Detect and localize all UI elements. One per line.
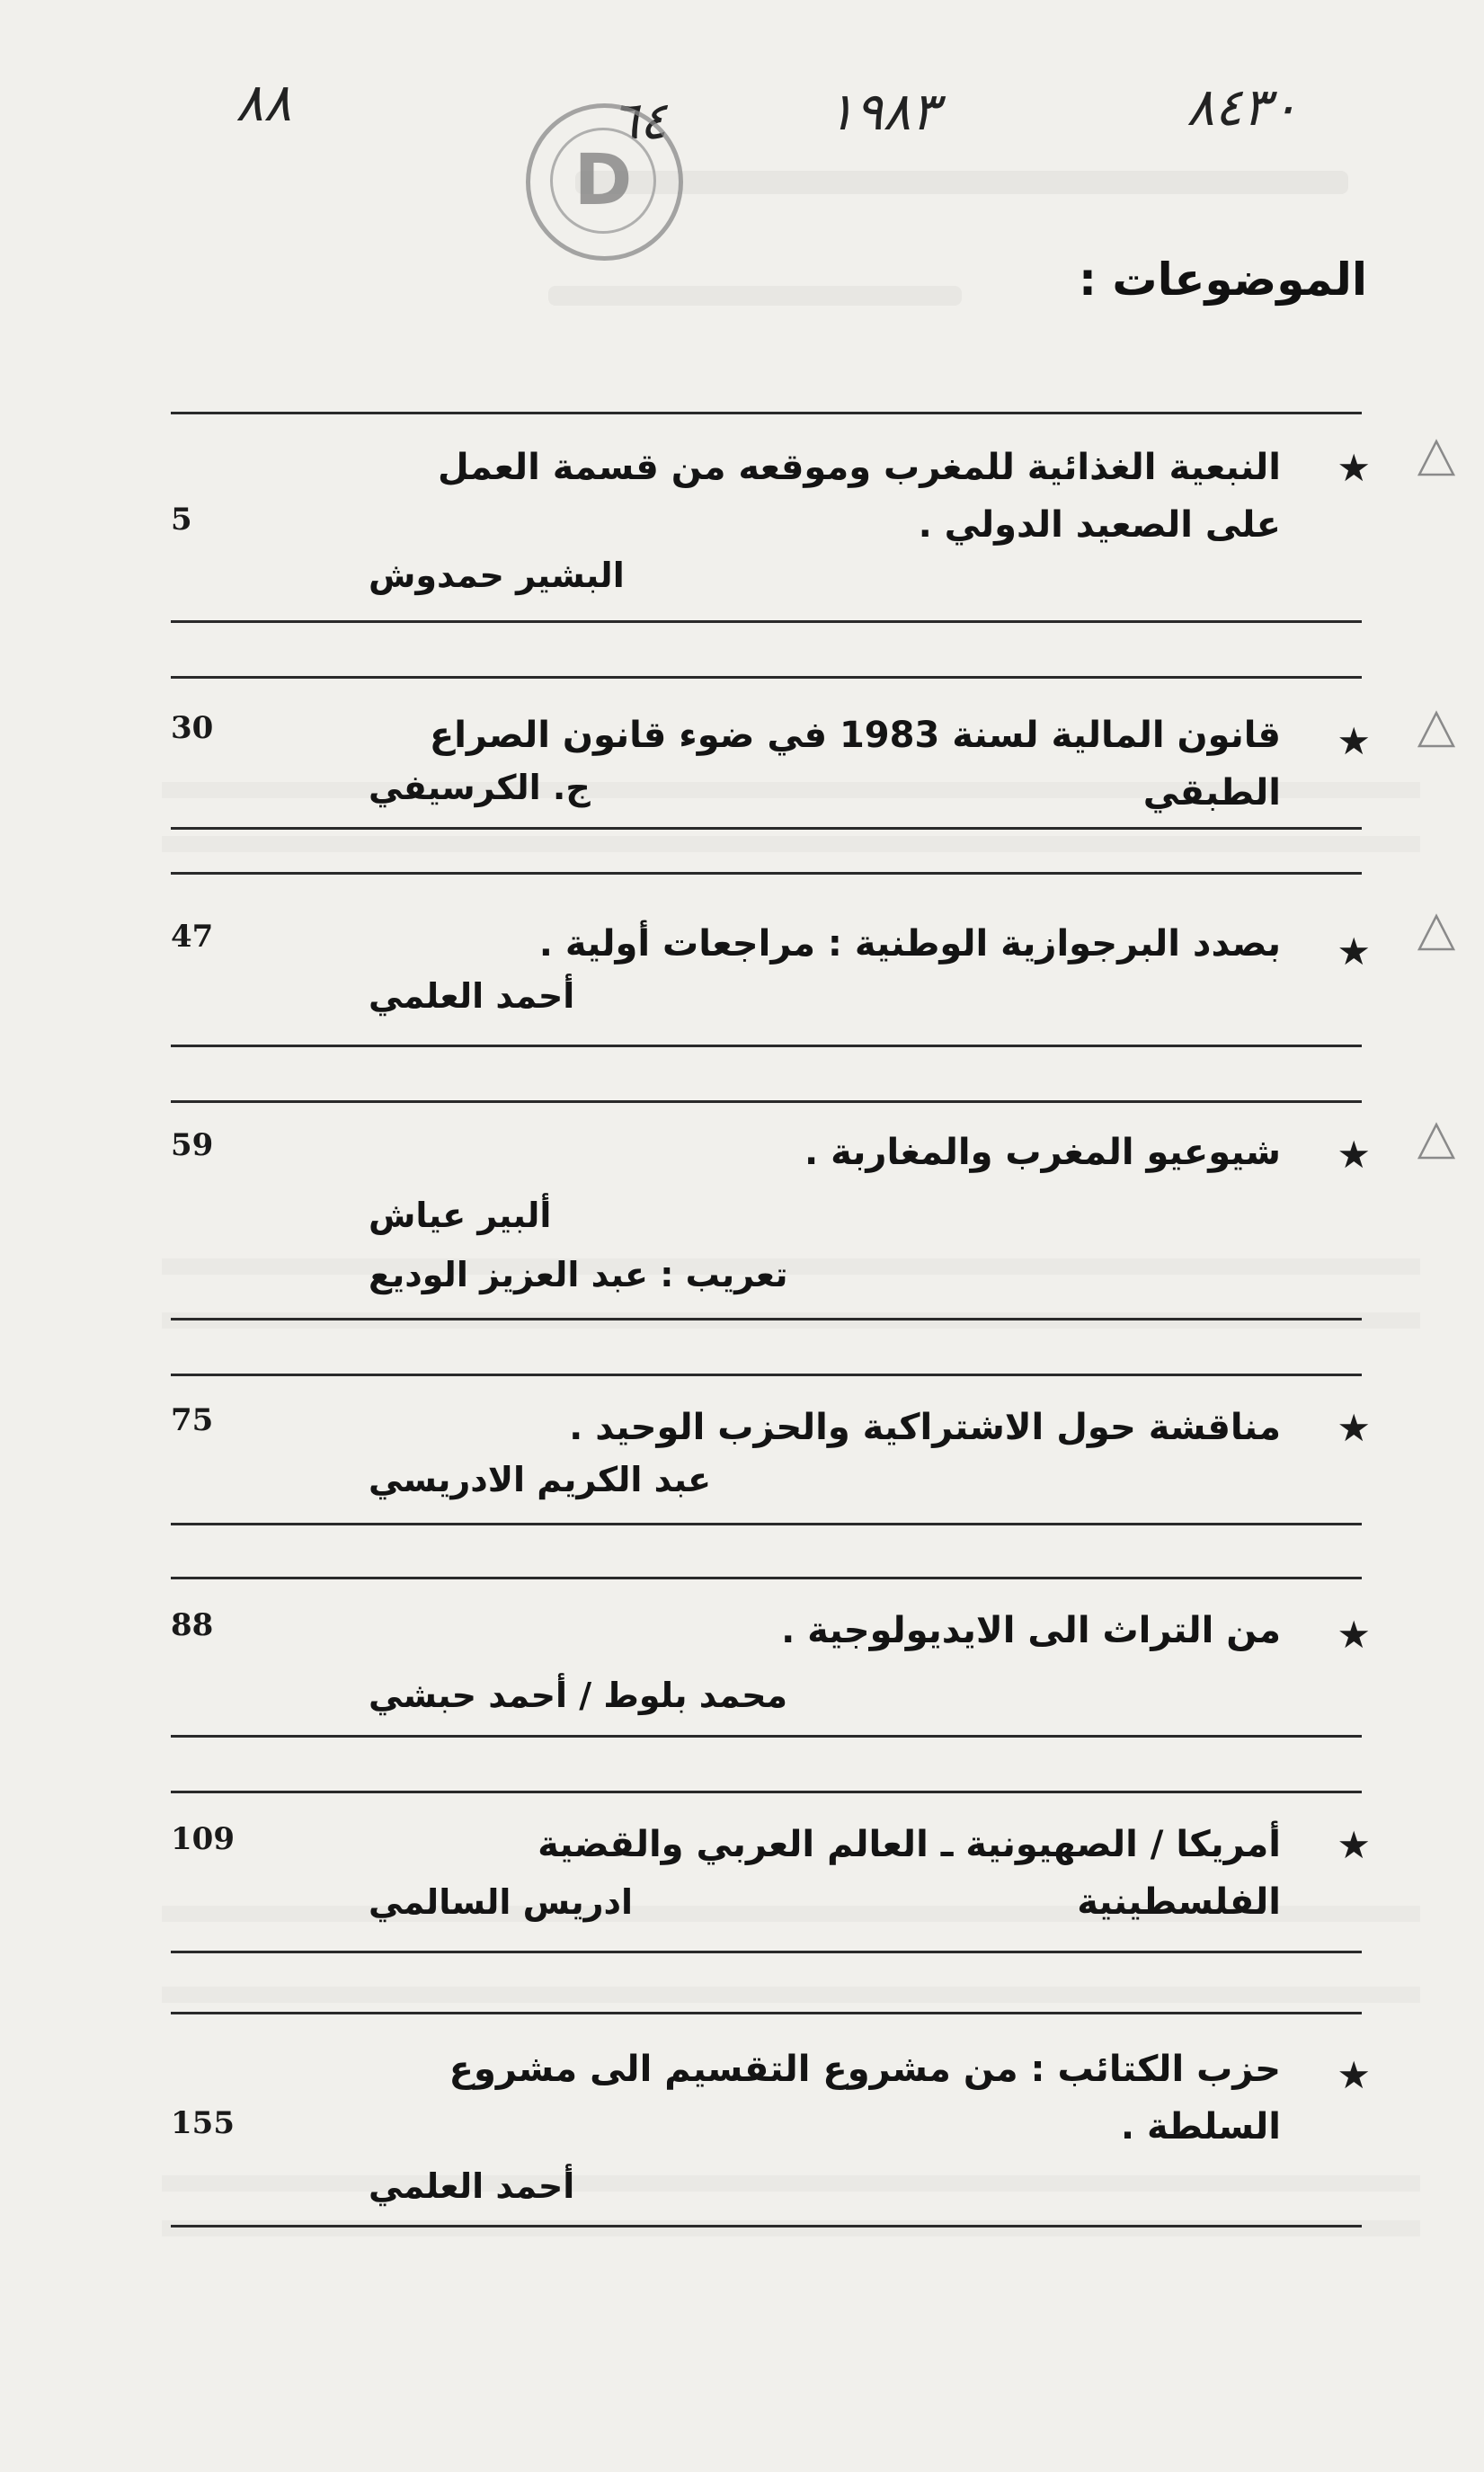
entry-page-number: 109 <box>171 1821 235 1857</box>
star-icon: ★ <box>1337 929 1371 974</box>
entry-title: شيوعيو المغرب والمغاربة . <box>804 1132 1281 1173</box>
entry-page-number: 88 <box>171 1607 214 1643</box>
rule-bottom <box>171 2225 1362 2227</box>
entry-page-number: 30 <box>171 710 214 746</box>
rule-bottom <box>171 827 1362 830</box>
toc-entry-6 <box>171 1586 1371 1738</box>
toc-entry-4 <box>171 1109 1371 1307</box>
entry-title: أمريكا / الصهيونية ـ العالم العربي والقضية الفلسطينية <box>538 1824 1281 1923</box>
toc-entry-8 <box>171 2021 1371 2219</box>
star-icon: ★ <box>1337 1133 1371 1177</box>
entry-page-number: 5 <box>171 502 192 538</box>
entry-translator: تعريب : عبد العزيز الوديع <box>369 1255 788 1294</box>
toc-entry-5 <box>171 1383 1371 1535</box>
entry-page-number: 59 <box>171 1127 214 1163</box>
entry-author: ألبير عياش <box>369 1196 552 1235</box>
rule-bottom <box>171 1523 1362 1525</box>
entry-page-number: 155 <box>171 2105 235 2141</box>
rule-top <box>171 676 1362 679</box>
entry-title: بصدد البرجوازية الوطنية : مراجعات أولية . <box>538 923 1281 965</box>
entry-title: حزب الكتائب : من مشروع التقسيم الى مشروع السلطة . <box>449 2049 1281 2147</box>
entry-author: أحمد العلمي <box>369 2166 575 2206</box>
entry-title: النبعية الغذائية للمغرب وموقعه من قسمة العمل على الصعيد الدولي . <box>438 447 1281 546</box>
entry-page-number: 75 <box>171 1402 214 1438</box>
toc-entry-7 <box>171 1800 1371 1952</box>
handwritten-year: ١٩٨٣ <box>827 81 939 142</box>
toc-entry-1 <box>171 421 1371 627</box>
star-icon: ★ <box>1337 1823 1371 1867</box>
stamp-letter: D <box>573 140 633 221</box>
triangle-mark-icon <box>1417 913 1456 953</box>
toc-entry-2 <box>171 685 1371 820</box>
star-icon: ★ <box>1337 1613 1371 1657</box>
entry-author: محمد بلوط / أحمد حبشي <box>369 1676 788 1715</box>
rule-top <box>171 412 1362 414</box>
toc-entry-3 <box>171 881 1371 1034</box>
entry-author: البشير حمدوش <box>369 556 625 595</box>
handwritten-number-right: ٨٤٣٠ <box>1186 76 1299 138</box>
star-icon: ★ <box>1337 2053 1371 2097</box>
rule-bottom <box>171 620 1362 623</box>
star-icon: ★ <box>1337 446 1371 490</box>
rule-top <box>171 1577 1362 1579</box>
entry-author: عبد الكريم الادريسي <box>369 1460 712 1499</box>
entry-title: قانون المالية لسنة 1983 في ضوء قانون الصراع الطبقي <box>429 715 1281 814</box>
handwritten-issue: ٦٤ <box>611 90 668 151</box>
star-icon: ★ <box>1337 1406 1371 1450</box>
entry-title: مناقشة حول الاشتراكية والحزب الوحيد . <box>569 1407 1281 1448</box>
rule-top <box>171 872 1362 875</box>
rule-top <box>171 1791 1362 1793</box>
entry-author: أحمد العلمي <box>369 976 575 1016</box>
contents-heading: الموضوعات : <box>1078 253 1367 306</box>
handwritten-number-left: ٨٨ <box>235 72 292 133</box>
triangle-mark-icon <box>1417 710 1456 750</box>
star-icon: ★ <box>1337 719 1371 763</box>
triangle-mark-icon <box>1417 1122 1456 1161</box>
rule-bottom <box>171 1735 1362 1738</box>
entry-author: ادريس السالمي <box>369 1882 634 1922</box>
rule-bottom <box>171 1318 1362 1320</box>
rule-bottom <box>171 1045 1362 1047</box>
library-stamp <box>526 103 683 261</box>
rule-top <box>171 2012 1362 2014</box>
entry-page-number: 47 <box>171 919 214 955</box>
entry-title: من التراث الى الايديولوجية . <box>781 1610 1281 1651</box>
rule-top <box>171 1100 1362 1103</box>
triangle-mark-icon <box>1417 439 1456 478</box>
rule-top <box>171 1374 1362 1376</box>
entry-author: ج. الكرسيفي <box>369 768 591 807</box>
rule-bottom <box>171 1951 1362 1953</box>
